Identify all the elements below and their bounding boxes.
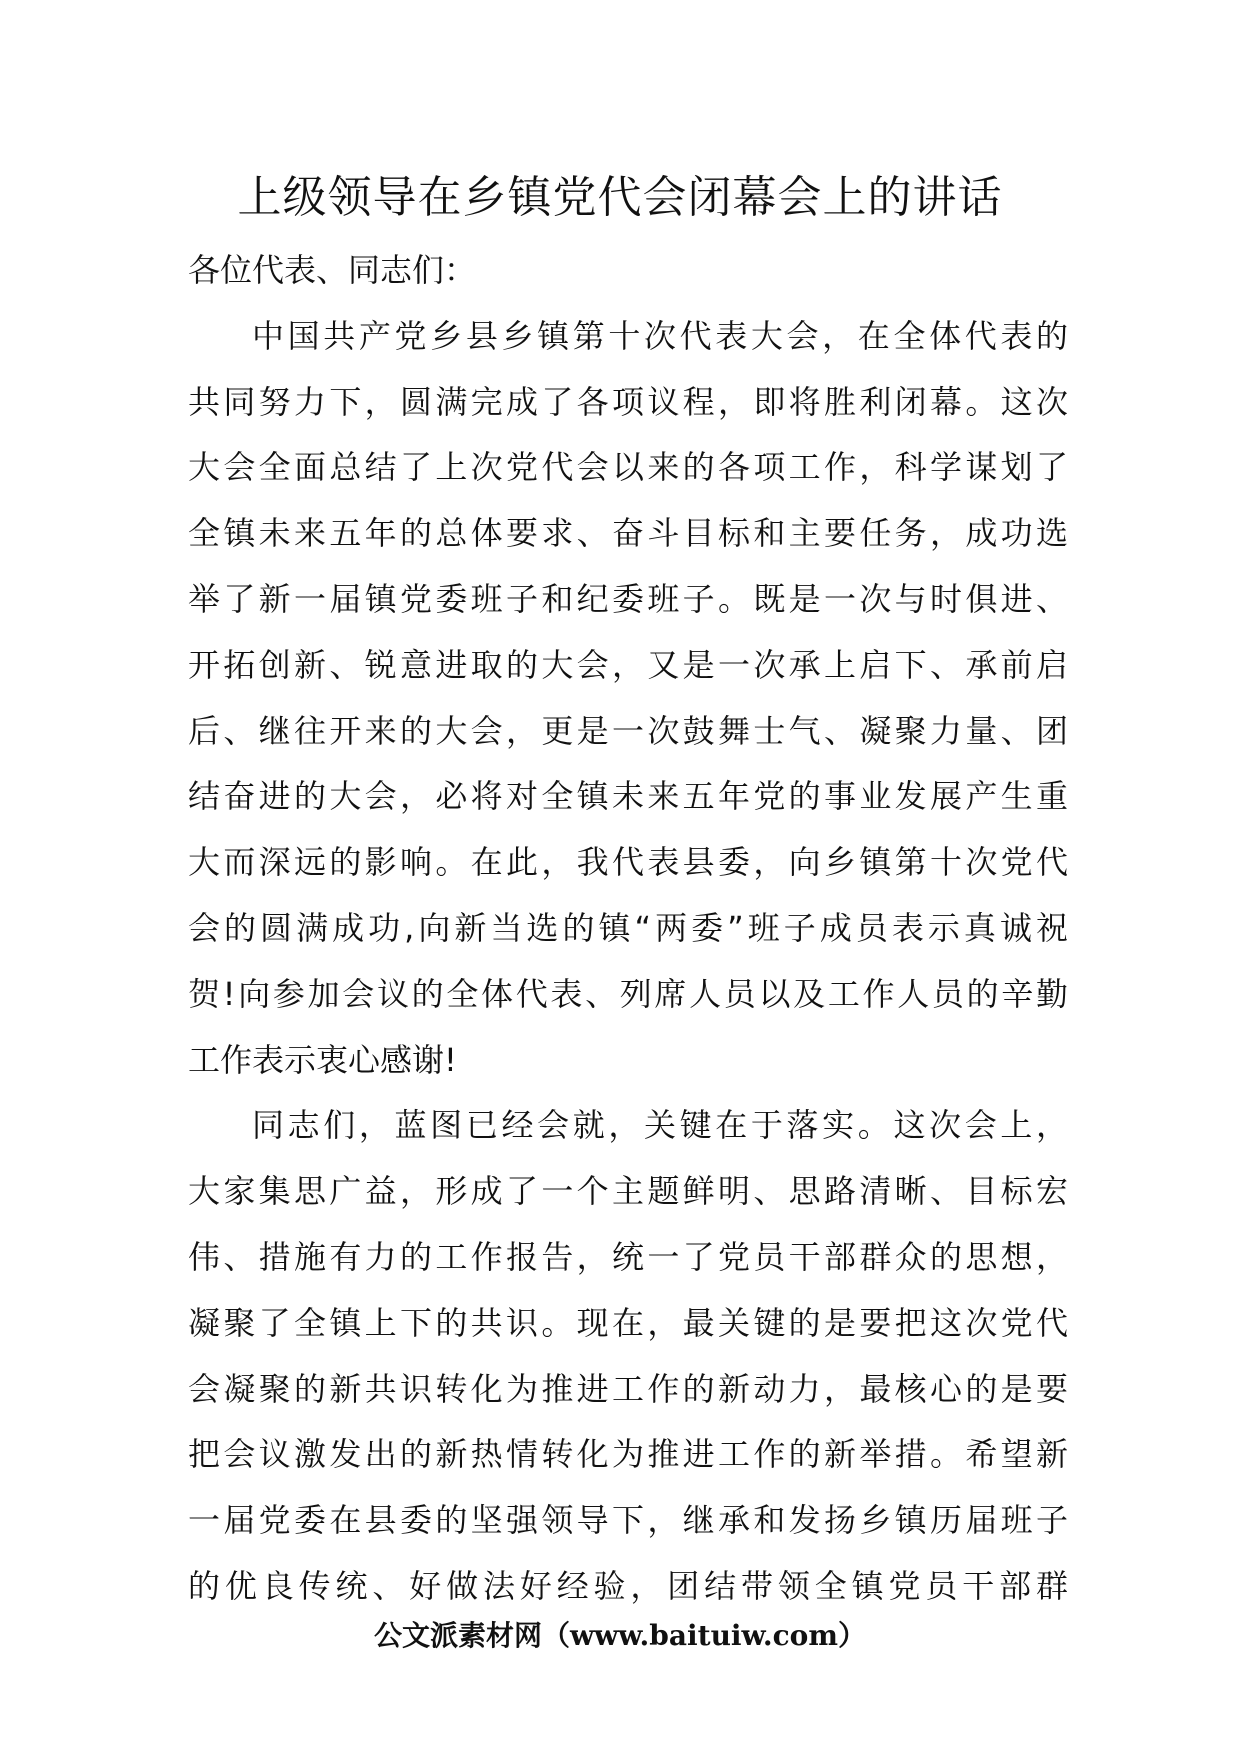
paragraph-line: 中国共产党乡县乡镇第十次代表大会，在全体代表的	[252, 316, 1068, 355]
paragraph-line: 伟、措施有力的工作报告，统一了党员干部群众的思想，	[188, 1237, 1068, 1276]
paragraph-line: 同志们，蓝图已经会就，关键在于落实。这次会上，	[252, 1106, 1068, 1145]
paragraph-line: 贺!向参加会议的全体代表、列席人员以及工作人员的辛勤	[188, 974, 1068, 1013]
paragraph-line: 结奋进的大会，必将对全镇未来五年党的事业发展产生重	[188, 777, 1068, 816]
paragraph-line: 凝聚了全镇上下的共识。现在，最关键的是要把这次党代	[188, 1303, 1068, 1342]
paragraph-1	[188, 304, 1068, 1094]
paragraph-line: 把会议激发出的新热情转化为推进工作的新举措。希望新	[188, 1435, 1068, 1474]
paragraph-line: 后、继往开来的大会，更是一次鼓舞士气、凝聚力量、团	[188, 711, 1068, 750]
salutation: 各位代表、同志们：	[188, 251, 477, 289]
paragraph-line: 大家集思广益，形成了一个主题鲜明、思路清晰、目标宏	[188, 1172, 1068, 1211]
paragraph-line: 举了新一届镇党委班子和纪委班子。既是一次与时俱进、	[188, 579, 1068, 618]
document-body	[188, 238, 1068, 1620]
paragraph-line: 一届党委在县委的坚强领导下，继承和发扬乡镇历届班子	[188, 1501, 1068, 1540]
paragraph-line: 大而深远的影响。在此，我代表县委，向乡镇第十次党代	[188, 843, 1068, 882]
paragraph-line: 共同努力下，圆满完成了各项议程，即将胜利闭幕。这次	[188, 382, 1068, 421]
paragraph-line: 的优良传统、好做法好经验，团结带领全镇党员干部群	[188, 1566, 1068, 1605]
paragraph-line: 大会全面总结了上次党代会以来的各项工作，科学谋划了	[188, 448, 1068, 487]
paragraph-line: 开拓创新、锐意进取的大会，又是一次承上启下、承前启	[188, 645, 1068, 684]
paragraph-line: 会凝聚的新共识转化为推进工作的新动力，最核心的是要	[188, 1369, 1068, 1408]
footer-source: 公文派素材网（www.baituiw.com）	[374, 1619, 866, 1652]
paragraph-line: 会的圆满成功,向新当选的镇“两委”班子成员表示真诚祝	[188, 908, 1068, 947]
paragraph-2	[188, 1093, 1068, 1619]
paragraph-line: 工作表示衷心感谢!	[188, 1040, 457, 1079]
document-title: 上级领导在乡镇党代会闭幕会上的讲话	[237, 172, 1003, 223]
paragraph-line: 全镇未来五年的总体要求、奋斗目标和主要任务，成功选	[188, 514, 1068, 553]
